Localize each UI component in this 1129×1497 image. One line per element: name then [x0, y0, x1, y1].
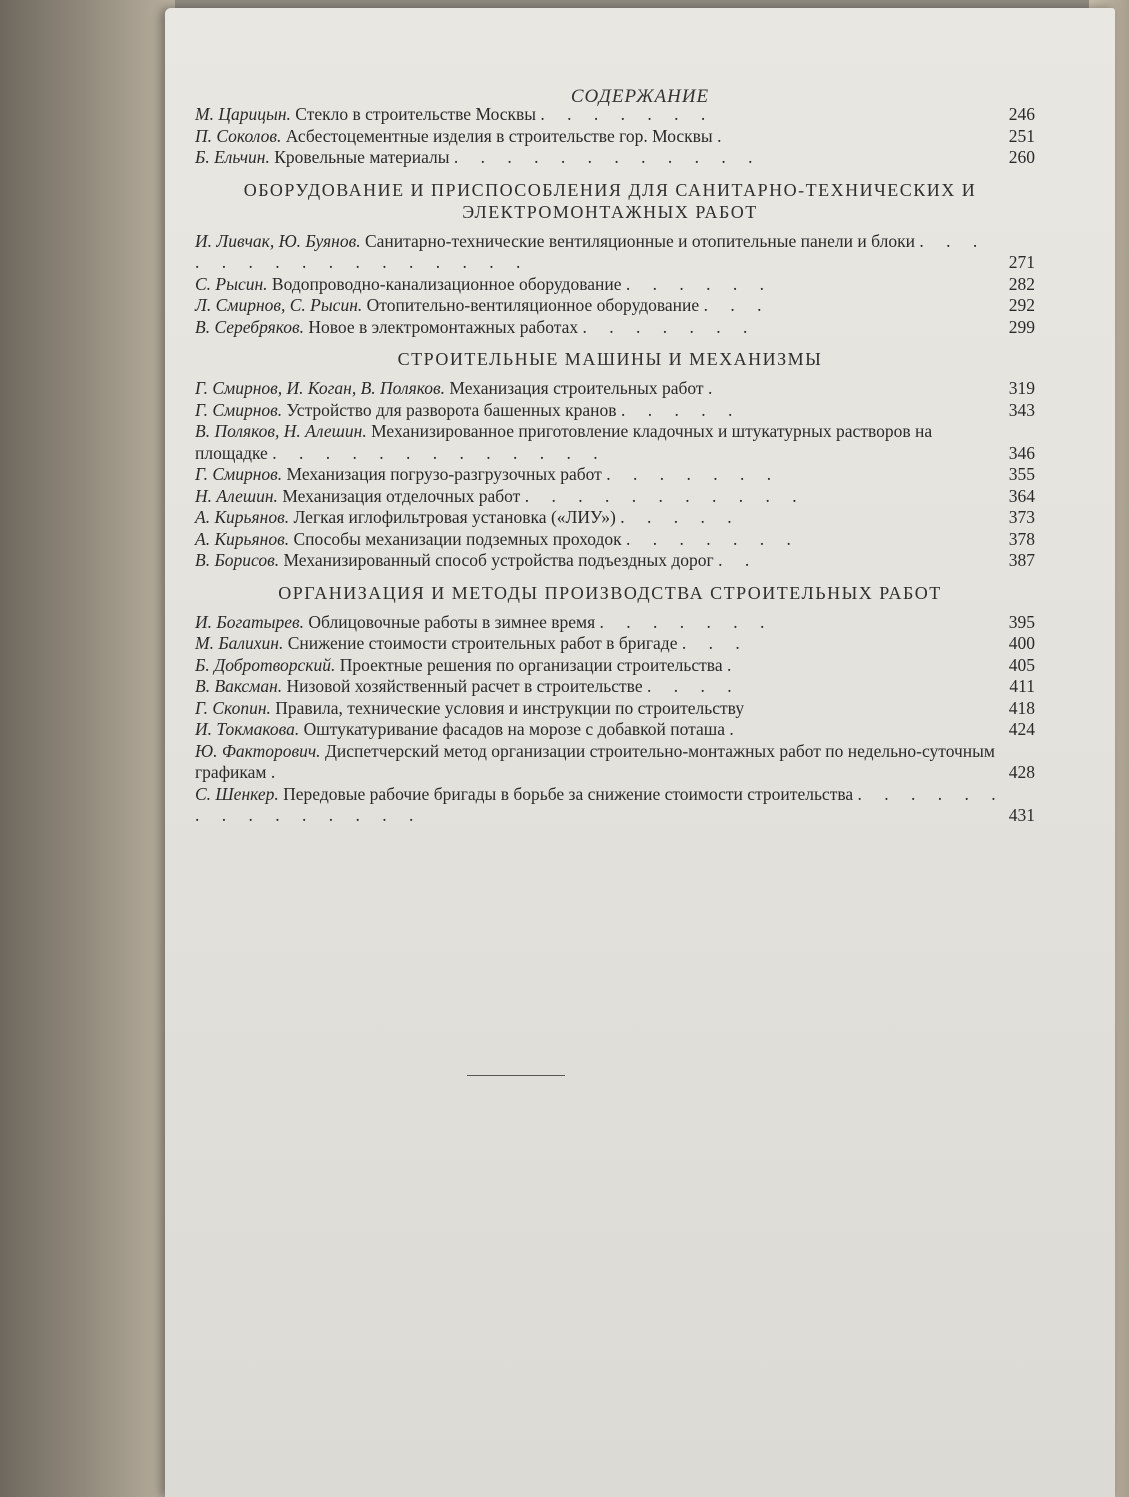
entry-page: 411 [1009, 676, 1035, 696]
entry-page: 400 [1008, 633, 1035, 653]
entry-author: С. Рысин. [195, 273, 268, 294]
entry-page: 319 [1008, 378, 1035, 398]
entry-author: Н. Алешин. [195, 485, 278, 506]
toc-entry [195, 633, 1075, 655]
entry-author: Г. Смирнов. [195, 464, 283, 484]
entry-author: В. Серебряков. [195, 316, 304, 337]
page-header: СОДЕРЖАНИЕ [570, 86, 710, 107]
leader-dots: . [726, 654, 741, 675]
entry-page: 299 [1008, 316, 1035, 337]
entry-title: Механизированный способ устройства подъездных дорог [283, 550, 714, 570]
toc-entry [195, 507, 1075, 529]
entry-page: 373 [1008, 507, 1035, 527]
entry-author: Г. Смирнов, И. Коган, В. Поляков. [195, 378, 446, 398]
leader-dots: . [270, 762, 285, 782]
entry-title: Новое в электромонтажных работах [308, 316, 579, 337]
entry-page: 251 [1008, 125, 1035, 146]
entry-title: Снижение стоимости строительных работ в бригаде [287, 633, 678, 653]
entry-title: Механизация строительных работ [449, 378, 704, 398]
leader-dots: . . . . . . . . . . . . . [272, 442, 607, 463]
toc-entry [195, 784, 1075, 827]
entry-page: 355 [1008, 464, 1035, 484]
entry-page: 292 [1008, 295, 1035, 315]
entry-title: Водопроводно-канализационное оборудование [271, 273, 622, 294]
entry-title: Легкая иглофильтровая установка («ЛИУ») [293, 507, 616, 527]
entry-author: В. Ваксман. [195, 676, 283, 696]
entry-author: И. Богатырев. [195, 611, 305, 632]
toc-entry [195, 317, 1075, 339]
entry-author: С. Шенкер. [195, 783, 279, 804]
section-title: ОБОРУДОВАНИЕ И ПРИСПОСОБЛЕНИЯ ДЛЯ САНИТАРНО-ТЕХНИЧЕСКИХ И ЭЛЕКТРОМОНТАЖНЫХ РАБОТ [243, 179, 977, 222]
toc-entry [195, 741, 1075, 784]
leader-dots: . . . . . . . [606, 464, 781, 484]
separator-line [467, 1075, 565, 1076]
toc-entry [195, 378, 1075, 400]
toc-entry [195, 676, 1075, 698]
section-title: СТРОИТЕЛЬНЫЕ МАШИНЫ И МЕХАНИЗМЫ [397, 349, 823, 369]
leader-dots: . . . [703, 295, 771, 315]
leader-dots: . . . . . . . . . . . . . . . . [195, 230, 987, 272]
entry-title: Передовые рабочие бригады в борьбе за снижение стоимости строительства [283, 783, 854, 804]
entry-title: Облицовочные работы в зимнее время [308, 611, 596, 632]
entry-page: 424 [1008, 719, 1035, 739]
toc-entry [195, 655, 1075, 677]
leader-dots: . . . . [646, 676, 741, 696]
toc-entry [195, 529, 1075, 551]
entry-page: 246 [1008, 104, 1035, 124]
entry-page: 387 [1008, 550, 1035, 570]
toc-entry [195, 698, 1075, 720]
entry-author: Ю. Факторович. [195, 740, 321, 761]
entry-author: М. Балихин. [195, 633, 284, 653]
entry-title: Механизация погрузо-разгрузочных работ [286, 464, 602, 484]
entry-title: Оштукатуривание фасадов на морозе с добавкой поташа [303, 719, 726, 739]
entry-page: 364 [1008, 485, 1035, 506]
entry-page: 260 [1008, 147, 1035, 167]
entry-author: В. Борисов. [195, 550, 280, 570]
leader-dots: . [717, 125, 731, 146]
toc-entry [195, 126, 1075, 148]
entry-author: М. Царицын. [195, 104, 291, 124]
leader-dots: . . . . . . . . . . . . [453, 147, 762, 167]
entry-title: Стекло в строительстве Москвы [295, 104, 537, 124]
leader-dots: . [729, 719, 743, 739]
entry-author: Г. Скопин. [195, 697, 271, 718]
entry-title: Проектные решения по организации строительства [339, 654, 723, 675]
toc-entry [195, 421, 1075, 464]
entry-title: Правила, технические условия и инструкции по строительству [275, 697, 745, 718]
leader-dots: . . . . . [620, 399, 742, 420]
leader-dots: . . . [681, 633, 749, 653]
toc-entry [195, 231, 1075, 274]
toc-section [195, 582, 1075, 827]
entry-author: П. Соколов. [195, 125, 282, 146]
entry-title: Диспетчерский метод организации строительно-монтажных работ по недельно-суточным графикам [195, 740, 995, 782]
toc-section [195, 179, 1075, 339]
leader-dots: . . . . . . . [582, 316, 757, 337]
leader-dots: . . . . . . [625, 273, 774, 294]
entry-title: Кровельные материалы [274, 147, 450, 167]
leader-dots: . . . . . . . [540, 104, 715, 124]
toc-entry [195, 464, 1075, 486]
toc-entry [195, 274, 1075, 296]
entry-author: И. Токмакова. [195, 719, 300, 739]
entry-page: 271 [1008, 252, 1035, 272]
entry-page: 343 [1008, 399, 1035, 420]
entry-page: 346 [1008, 442, 1035, 463]
entry-page: 418 [1008, 697, 1035, 718]
toc-entry [195, 104, 1075, 126]
leader-dots: . . . . . . . . . . . . . . . [195, 783, 1005, 825]
entry-author: А. Кирьянов. [195, 528, 290, 549]
table-of-contents [195, 104, 1075, 827]
backdrop-left [0, 0, 175, 1497]
entry-author: Л. Смирнов, С. Рысин. [195, 295, 363, 315]
entry-title: Устройство для разворота башенных кранов [286, 399, 617, 420]
entry-page: 282 [1008, 273, 1035, 294]
book-page [165, 8, 1115, 1497]
entry-author: И. Ливчак, Ю. Буянов. [195, 230, 361, 251]
leader-dots: . . . . . . . [626, 528, 800, 549]
entry-page: 395 [1008, 611, 1035, 632]
toc-entry [195, 400, 1075, 422]
toc-entry [195, 295, 1075, 317]
entry-author: В. Поляков, Н. Алешин. [195, 421, 367, 441]
leader-dots: . . . . . . . . . . . [524, 485, 806, 506]
entry-title: Механизация отделочных работ [282, 485, 521, 506]
leader-dots: . . [718, 550, 759, 570]
leader-dots: . [707, 378, 722, 398]
toc-entry [195, 486, 1075, 508]
entry-author: Б. Добротворский. [195, 654, 336, 675]
toc-entry [195, 719, 1075, 741]
toc-section [195, 104, 1075, 169]
entry-author: Г. Смирнов. [195, 399, 283, 420]
toc-entry [195, 550, 1075, 572]
entry-title: Отопительно-вентиляционное оборудование [366, 295, 700, 315]
leader-dots: . . . . . . . [599, 611, 774, 632]
entry-title: Механизированное приготовление кладочных и штукатурных растворов на площадке [195, 421, 933, 463]
entry-title: Санитарно-технические вентиляционные и отопительные панели и блоки [364, 230, 915, 251]
entry-author: Б. Ельчин. [195, 147, 270, 167]
entry-title: Способы механизации подземных проходок [293, 528, 622, 549]
entry-page: 378 [1008, 528, 1035, 549]
leader-dots: . . . . . [620, 507, 741, 527]
entry-page: 428 [1008, 762, 1035, 782]
entry-page: 431 [1008, 805, 1035, 825]
toc-entry [195, 147, 1075, 169]
entry-author: А. Кирьянов. [195, 507, 290, 527]
entry-title: Низовой хозяйственный расчет в строительстве [286, 676, 643, 696]
section-title: ОРГАНИЗАЦИЯ И МЕТОДЫ ПРОИЗВОДСТВА СТРОИТЕЛЬНЫХ РАБОТ [278, 582, 942, 603]
toc-section [195, 348, 1075, 572]
entry-page: 405 [1008, 654, 1035, 675]
toc-entry [195, 612, 1075, 634]
entry-title: Асбестоцементные изделия в строительстве гор. Москвы [285, 125, 713, 146]
